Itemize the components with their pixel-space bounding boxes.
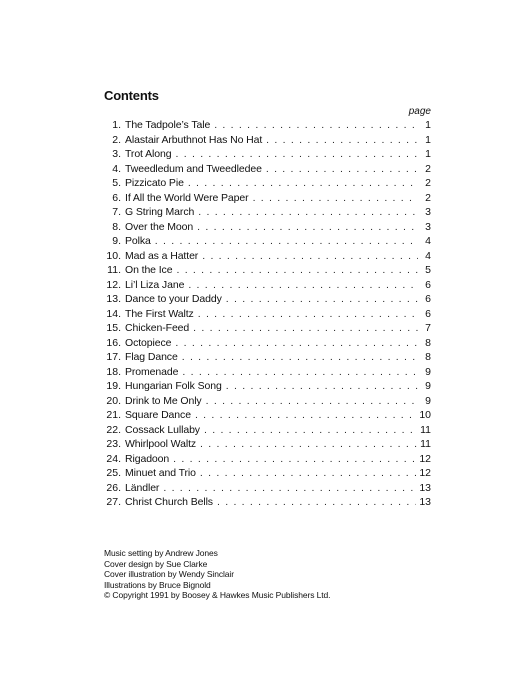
toc-entry-page: 7 xyxy=(425,322,431,334)
toc-entry xyxy=(104,263,431,278)
dot-leader xyxy=(217,495,416,510)
toc-entry xyxy=(104,408,431,423)
toc-entry-page: 6 xyxy=(425,293,431,305)
toc-entry-page: 1 xyxy=(425,148,431,160)
toc-entry-title: Whirlpool Waltz xyxy=(125,438,197,450)
credits-block xyxy=(104,548,330,601)
toc-entry xyxy=(104,118,431,133)
dot-leader xyxy=(200,437,417,452)
toc-entry-title: Octopiece xyxy=(125,336,172,349)
toc-entry-number: 3. xyxy=(112,148,121,160)
toc-entry-page: 4 xyxy=(425,235,431,247)
dot-leader xyxy=(226,379,418,394)
toc-entry-page: 12 xyxy=(419,452,431,465)
toc-entry-number: 10. xyxy=(106,249,121,262)
toc-entry-title: Minuet and Trio xyxy=(125,467,196,479)
toc-entry-page: 13 xyxy=(419,496,431,508)
toc-entry xyxy=(104,350,431,365)
toc-entry-title: Trot Along xyxy=(125,148,172,160)
toc-entry-title: Tweedledum and Tweedledee xyxy=(125,162,262,175)
toc-entry-number: 26. xyxy=(106,481,121,494)
toc-entry-number: 11. xyxy=(107,264,121,276)
toc-entry-page: 6 xyxy=(425,307,431,320)
toc-entry-page: 2 xyxy=(425,177,431,189)
toc-entry-title: Over the Moon xyxy=(125,220,194,233)
toc-entry-title: Alastair Arbuthnot Has No Hat xyxy=(125,133,263,146)
toc-entry-page: 9 xyxy=(425,365,431,378)
toc-entry-number: 17. xyxy=(106,351,121,363)
toc-entry xyxy=(104,481,431,496)
dot-leader xyxy=(214,118,418,133)
toc-entry-title: G String March xyxy=(125,206,195,218)
toc-entry xyxy=(104,278,431,293)
credit-line: Music setting by Andrew Jones xyxy=(104,548,218,558)
toc-entry-page: 1 xyxy=(425,133,431,146)
toc-entry-title: Christ Church Bells xyxy=(125,496,213,508)
contents-heading: Contents xyxy=(104,88,159,103)
toc-entry-title: Flag Dance xyxy=(125,351,178,363)
toc-entry-page: 2 xyxy=(425,191,431,204)
dot-leader xyxy=(206,394,418,409)
toc-entry xyxy=(104,379,431,394)
toc-entry xyxy=(104,307,431,322)
toc-entry-number: 2. xyxy=(112,133,121,146)
toc-entry-number: 25. xyxy=(106,467,121,479)
toc-entry-number: 18. xyxy=(106,365,121,378)
toc-entry xyxy=(104,234,431,249)
toc-entry-title: Hungarian Folk Song xyxy=(125,380,222,392)
toc-entry-page: 11 xyxy=(420,423,431,436)
toc-entry-page: 4 xyxy=(425,249,431,262)
toc-entry xyxy=(104,162,431,177)
dot-leader xyxy=(253,191,418,206)
toc-entry-page: 10 xyxy=(419,409,431,421)
dot-leader xyxy=(204,423,417,438)
toc-entry-title: If All the World Were Paper xyxy=(125,191,249,204)
toc-entry xyxy=(104,147,431,162)
dot-leader xyxy=(193,321,418,336)
toc-entry xyxy=(104,205,431,220)
toc-entry-title: Li’l Liza Jane xyxy=(125,278,185,291)
toc-entry-page: 2 xyxy=(425,162,431,175)
credit-line: © Copyright 1991 by Boosey & Hawkes Music Publishers Ltd. xyxy=(104,590,331,601)
dot-leader xyxy=(226,292,418,307)
toc-entry-title: Pizzicato Pie xyxy=(125,177,184,189)
toc-entry xyxy=(104,133,431,148)
toc-entry xyxy=(104,495,431,510)
toc-entry-number: 1. xyxy=(112,119,121,131)
dot-leader xyxy=(188,176,418,191)
toc-entry-title: Square Dance xyxy=(125,409,191,421)
dot-leader xyxy=(266,133,418,148)
toc-entry-number: 4. xyxy=(112,162,121,175)
toc-entry-number: 21. xyxy=(106,409,121,421)
toc-entry-page: 9 xyxy=(425,380,431,392)
toc-entry-page: 9 xyxy=(425,394,431,407)
dot-leader xyxy=(163,481,416,496)
toc-entry-number: 22. xyxy=(106,423,121,436)
dot-leader xyxy=(175,147,418,162)
credit-line: Illustrations by Bruce Bignold xyxy=(104,579,211,590)
toc-entry-title: On the Ice xyxy=(125,264,173,276)
dot-leader xyxy=(155,234,418,249)
table-of-contents xyxy=(104,118,431,510)
toc-entry-number: 14. xyxy=(106,307,121,320)
toc-entry xyxy=(104,452,431,467)
toc-entry-number: 7. xyxy=(112,206,121,218)
toc-entry-page: 3 xyxy=(425,206,431,218)
dot-leader xyxy=(182,365,418,380)
toc-entry-page: 12 xyxy=(419,467,431,479)
toc-entry-title: Mad as a Hatter xyxy=(125,249,199,262)
toc-entry xyxy=(104,365,431,380)
dot-leader xyxy=(195,408,416,423)
toc-entry-number: 12. xyxy=(106,278,121,291)
dot-leader xyxy=(198,307,418,322)
toc-entry-number: 13. xyxy=(106,293,121,305)
dot-leader xyxy=(202,249,418,264)
toc-entry-title: Ländler xyxy=(125,481,160,494)
toc-entry xyxy=(104,292,431,307)
dot-leader xyxy=(176,263,418,278)
toc-entry-number: 23. xyxy=(106,438,121,450)
dot-leader xyxy=(198,205,418,220)
toc-entry-page: 3 xyxy=(425,220,431,233)
toc-entry xyxy=(104,466,431,481)
toc-entry-number: 6. xyxy=(112,191,121,204)
toc-entry-number: 20. xyxy=(106,394,121,407)
toc-entry-title: The First Waltz xyxy=(125,307,194,320)
dot-leader xyxy=(182,350,418,365)
toc-entry-number: 5. xyxy=(112,177,121,189)
toc-entry xyxy=(104,176,431,191)
dot-leader xyxy=(200,466,416,481)
toc-entry-title: Dance to your Daddy xyxy=(125,293,222,305)
toc-entry-number: 15. xyxy=(106,322,121,334)
toc-entry-page: 13 xyxy=(419,481,431,494)
toc-entry-number: 16. xyxy=(106,336,121,349)
toc-entry-number: 24. xyxy=(106,452,121,465)
toc-entry-page: 8 xyxy=(425,336,431,349)
toc-entry xyxy=(104,191,431,206)
dot-leader xyxy=(266,162,418,177)
credit-line: Cover design by Sue Clarke xyxy=(104,558,208,569)
dot-leader xyxy=(197,220,418,235)
toc-entry-title: Chicken-Feed xyxy=(125,322,190,334)
toc-entry-number: 9. xyxy=(112,235,121,247)
toc-entry xyxy=(104,321,431,336)
toc-entry-page: 11 xyxy=(420,438,431,450)
toc-entry-title: The Tadpole’s Tale xyxy=(125,119,211,131)
toc-entry xyxy=(104,336,431,351)
toc-entry-title: Drink to Me Only xyxy=(125,394,202,407)
toc-entry-page: 6 xyxy=(425,278,431,291)
toc-entry xyxy=(104,394,431,409)
toc-entry xyxy=(104,423,431,438)
toc-entry xyxy=(104,437,431,452)
dot-leader xyxy=(188,278,418,293)
toc-entry xyxy=(104,220,431,235)
toc-entry-number: 19. xyxy=(106,380,121,392)
credit-line: Cover illustration by Wendy Sinclair xyxy=(104,569,234,580)
toc-entry-number: 27. xyxy=(106,496,121,508)
page-column-label: page xyxy=(408,106,431,117)
toc-entry-page: 8 xyxy=(425,351,431,363)
dot-leader xyxy=(173,452,416,467)
toc-entry xyxy=(104,249,431,264)
toc-entry-page: 5 xyxy=(425,264,431,276)
toc-entry-title: Promenade xyxy=(125,365,179,378)
toc-entry-title: Polka xyxy=(125,235,151,247)
dot-leader xyxy=(175,336,418,351)
toc-entry-number: 8. xyxy=(112,220,121,233)
toc-entry-page: 1 xyxy=(425,119,431,131)
toc-entry-title: Rigadoon xyxy=(125,452,170,465)
toc-entry-title: Cossack Lullaby xyxy=(125,423,200,436)
